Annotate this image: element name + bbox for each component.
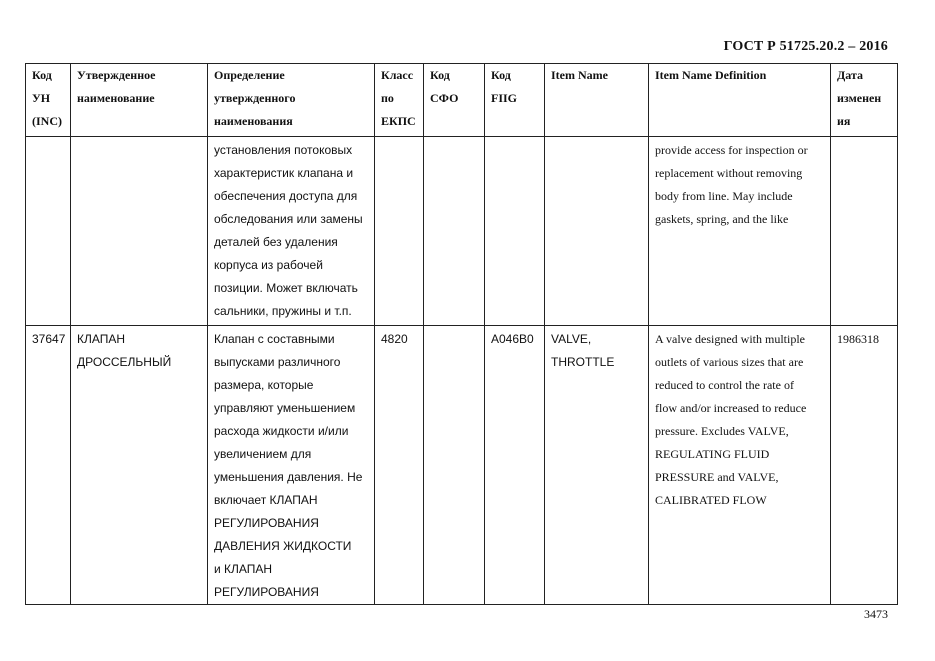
definition-line: характеристик клапана и xyxy=(214,166,354,180)
header-line: Определение xyxy=(214,68,285,82)
cell-item-name xyxy=(545,326,649,605)
definition-line: включает КЛАПАН xyxy=(214,493,318,507)
header-item-name xyxy=(545,64,649,137)
cell-class: 4820 xyxy=(375,326,424,605)
header-sfo-code xyxy=(424,64,485,137)
definition-line: A valve designed with multiple xyxy=(655,332,805,346)
definition-line: body from line. May include xyxy=(655,189,793,203)
cell-definition-ru xyxy=(208,326,375,605)
header-line: изменен xyxy=(837,91,882,105)
header-line: по xyxy=(381,91,394,105)
definition-line: CALIBRATED FLOW xyxy=(655,493,767,507)
definition-line: уменьшения давления. Не xyxy=(214,470,363,484)
header-fiig-code xyxy=(485,64,545,137)
definition-line: расхода жидкости и/или xyxy=(214,424,349,438)
cell-fiig xyxy=(485,137,545,326)
definition-line: управляют уменьшением xyxy=(214,401,356,415)
header-line: наименования xyxy=(214,114,293,128)
cell-approved-name xyxy=(71,326,208,605)
definition-line: РЕГУЛИРОВАНИЯ xyxy=(214,516,319,530)
cell-definition-ru xyxy=(208,137,375,326)
cell-sfo xyxy=(424,137,485,326)
header-line: Утвержденное xyxy=(77,68,156,82)
definition-line: размера, которые xyxy=(214,378,314,392)
item-name-line: THROTTLE xyxy=(551,355,615,369)
header-name-definition xyxy=(208,64,375,137)
table-row-continuation xyxy=(26,137,898,326)
definition-line: установления потоковых xyxy=(214,143,353,157)
definition-line: выпусками различного xyxy=(214,355,341,369)
definition-line: flow and/or increased to reduce xyxy=(655,401,807,415)
definition-line: позиции. Может включать xyxy=(214,281,358,295)
catalog-table xyxy=(25,63,898,605)
definition-line: gaskets, spring, and the like xyxy=(655,212,789,226)
header-line: Item Name Definition xyxy=(655,68,767,82)
definition-line: корпуса из рабочей xyxy=(214,258,323,272)
cell-approved-name xyxy=(71,137,208,326)
definition-line: PRESSURE and VALVE, xyxy=(655,470,779,484)
definition-line: Клапан с составными xyxy=(214,332,335,346)
header-line: ЕКПС xyxy=(381,114,416,128)
cell-inc: 37647 xyxy=(26,326,71,605)
cell-date xyxy=(831,137,898,326)
header-line: Код xyxy=(32,68,52,82)
table-row xyxy=(26,326,898,605)
cell-definition-en xyxy=(649,326,831,605)
definition-line: provide access for inspection or xyxy=(655,143,808,157)
cell-fiig: A046B0 xyxy=(485,326,545,605)
document-standard-header: ГОСТ Р 51725.20.2 – 2016 xyxy=(723,39,888,54)
cell-item-name xyxy=(545,137,649,326)
header-change-date xyxy=(831,64,898,137)
cell-inc xyxy=(26,137,71,326)
name-line: ДРОССЕЛЬНЫЙ xyxy=(77,355,172,369)
header-line: Класс xyxy=(381,68,414,82)
header-line: ия xyxy=(837,114,851,128)
header-line: Код xyxy=(430,68,450,82)
header-line: СФО xyxy=(430,91,459,105)
cell-sfo xyxy=(424,326,485,605)
definition-line: обеспечения доступа для xyxy=(214,189,358,203)
header-line: Код xyxy=(491,68,511,82)
definition-line: и КЛАПАН xyxy=(214,562,273,576)
table-header-row xyxy=(26,64,898,137)
definition-line: сальники, пружины и т.п. xyxy=(214,304,352,318)
definition-line: replacement without removing xyxy=(655,166,803,180)
definition-line: деталей без удаления xyxy=(214,235,338,249)
definition-line: REGULATING FLUID xyxy=(655,447,770,461)
header-line: FIIG xyxy=(491,91,518,105)
name-line: КЛАПАН xyxy=(77,332,126,346)
header-line: (INC) xyxy=(32,114,62,128)
header-class xyxy=(375,64,424,137)
cell-class xyxy=(375,137,424,326)
definition-line: РЕГУЛИРОВАНИЯ xyxy=(214,585,319,599)
header-item-name-definition xyxy=(649,64,831,137)
header-line: наименование xyxy=(77,91,155,105)
item-name-line: VALVE, xyxy=(551,332,592,346)
header-line: Item Name xyxy=(551,68,608,82)
definition-line: обследования или замены xyxy=(214,212,363,226)
header-line: Дата xyxy=(837,68,863,82)
definition-line: pressure. Excludes VALVE, xyxy=(655,424,789,438)
cell-definition-en xyxy=(649,137,831,326)
definition-line: увеличением для xyxy=(214,447,312,461)
definition-line: ДАВЛЕНИЯ ЖИДКОСТИ xyxy=(214,539,352,553)
header-line: утвержденного xyxy=(214,91,296,105)
header-approved-name xyxy=(71,64,208,137)
page-number: 3473 xyxy=(864,607,888,621)
cell-date: 1986318 xyxy=(831,326,898,605)
header-inc xyxy=(26,64,71,137)
definition-line: outlets of various sizes that are xyxy=(655,355,804,369)
definition-line: reduced to control the rate of xyxy=(655,378,794,392)
header-line: УН xyxy=(32,91,51,105)
